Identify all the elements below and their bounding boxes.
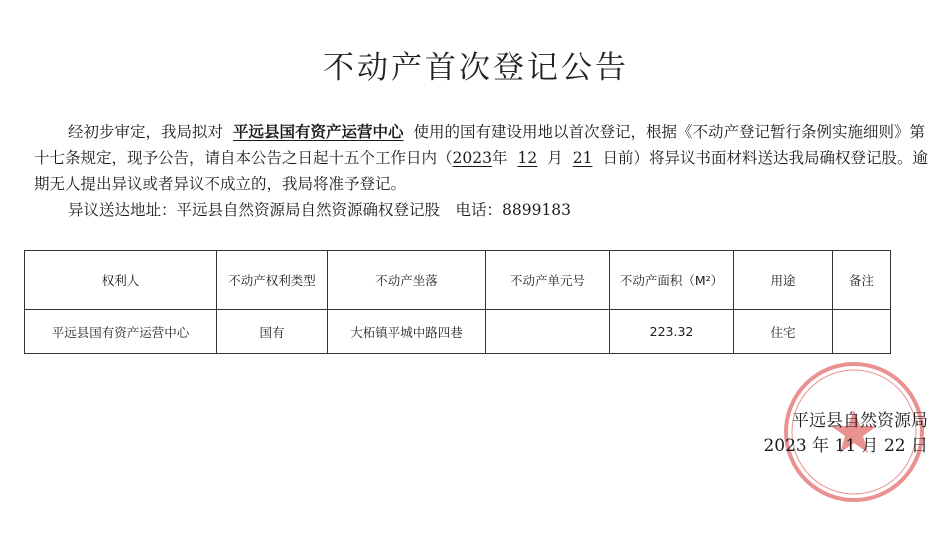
- deadline-day: 21: [572, 149, 593, 167]
- notice-paragraph-1: [34, 119, 934, 197]
- year-unit: 年: [491, 149, 508, 167]
- paragraph-text: 使用的国有建设用地以首次登记，根据《不动产登记暂行条例实施细则》第十七条规定，现予公告，请自本公告之日起十五个工作日内（: [34, 123, 926, 167]
- table-header-row: [25, 251, 891, 310]
- cell-right-type: 国有: [217, 310, 328, 354]
- issuer-name: 平远县自然资源局: [792, 411, 928, 431]
- cell-remark: [833, 310, 891, 354]
- table-row: [25, 310, 891, 354]
- cell-usage: 住宅: [734, 310, 833, 354]
- paragraph-text: 日前）将异议书面材料送达我局确权登记股。逾期无人提出异议或者异议不成立的，我局将准予登记。: [34, 149, 928, 193]
- deadline-month: 12: [517, 149, 538, 167]
- month-unit: 月: [547, 149, 563, 167]
- header-unit-no: 不动产单元号: [486, 251, 610, 310]
- cell-unit-no: [486, 310, 610, 354]
- applicant-name: 平远县国有资产运营中心: [233, 122, 404, 141]
- issuer-block: [763, 409, 928, 459]
- notice-title: 不动产首次登记公告: [323, 50, 629, 86]
- paragraph-text: 经初步审定，我局拟对: [68, 123, 224, 141]
- header-owner: 权利人: [25, 251, 217, 310]
- header-location: 不动产坐落: [328, 251, 486, 310]
- header-usage: 用途: [734, 251, 833, 310]
- notice-paragraph-2: [34, 197, 934, 223]
- header-right-type: 不动产权利类型: [217, 251, 328, 310]
- cell-location: 大柘镇平城中路四巷: [328, 310, 486, 354]
- header-area: 不动产面积（M²）: [610, 251, 734, 310]
- header-remark: 备注: [833, 251, 891, 310]
- objection-address: 异议送达地址：平远县自然资源局自然资源确权登记股 电话：8899183: [68, 201, 572, 219]
- cell-area: 223.32: [610, 310, 734, 354]
- property-table: [24, 250, 891, 354]
- cell-owner: 平远县国有资产运营中心: [25, 310, 217, 354]
- deadline-year: 2023: [452, 149, 492, 167]
- issue-date: 2023 年 11 月 22 日: [763, 436, 928, 456]
